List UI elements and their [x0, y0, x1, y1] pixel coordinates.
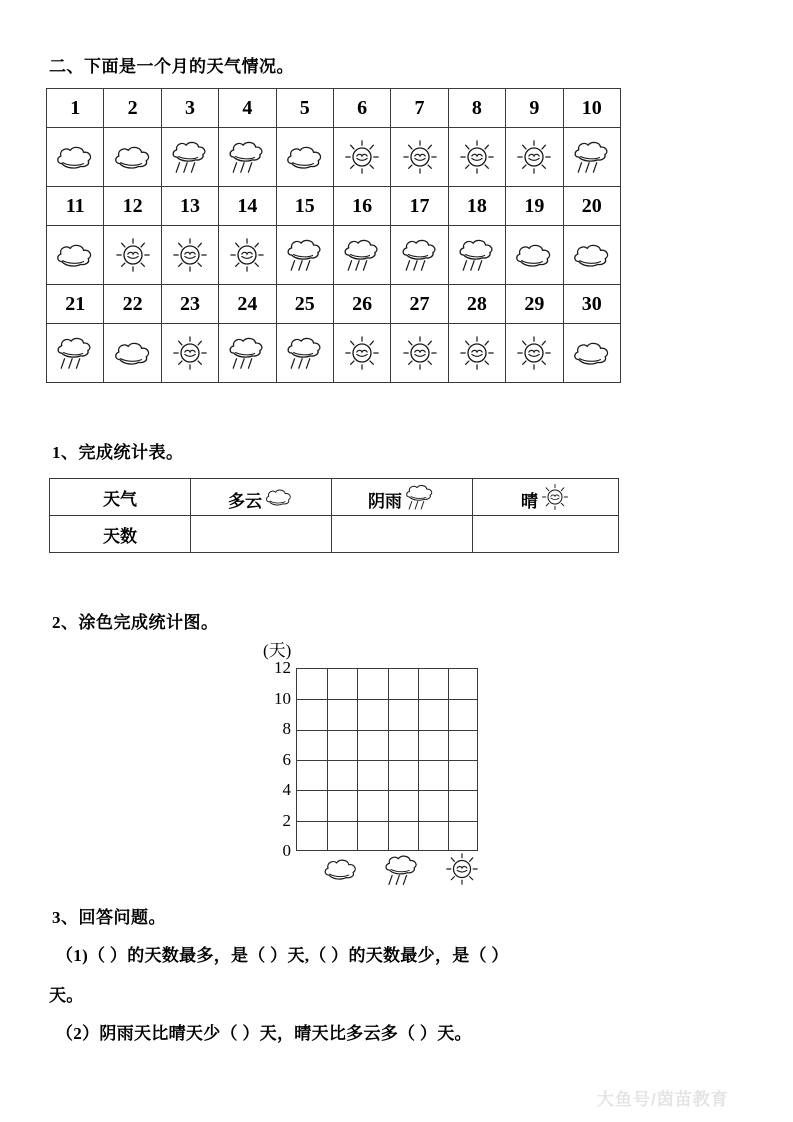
sun-icon: [172, 335, 208, 371]
rain-icon: [457, 236, 497, 274]
table-row: [47, 226, 621, 285]
day-number-cell: 17: [391, 187, 448, 226]
day-number-cell: 3: [161, 89, 218, 128]
grid-hline: [297, 821, 477, 822]
day-number-cell: 21: [47, 285, 104, 324]
day-number-cell: 25: [276, 285, 333, 324]
weather-icon-cell: [448, 226, 505, 285]
grid-hline: [297, 790, 477, 791]
stats-row-header-weather: 天气: [50, 479, 191, 516]
weather-icon-cell: [563, 226, 620, 285]
day-number-cell: 11: [47, 187, 104, 226]
stats-row-header-count: 天数: [50, 516, 191, 553]
day-number-cell: 27: [391, 285, 448, 324]
cloudy-icon: [112, 337, 154, 369]
weather-icon-cell: [333, 324, 390, 383]
day-number-cell: 24: [219, 285, 276, 324]
sun-icon: [115, 237, 151, 273]
rain-icon: [572, 138, 612, 176]
cloudy-icon: [54, 141, 96, 173]
day-number-cell: 5: [276, 89, 333, 128]
icon-wrapper: [391, 226, 447, 284]
stats-header-rain-label: 阴雨: [368, 491, 402, 511]
weather-icon-cell: [563, 324, 620, 383]
icon-wrapper: [104, 226, 160, 284]
stats-header-sun-label: 晴: [521, 491, 538, 511]
icon-wrapper: [162, 226, 218, 284]
day-number-cell: 22: [104, 285, 161, 324]
weather-icon-cell: [333, 128, 390, 187]
rain-icon: [170, 138, 210, 176]
page-title: 二、下面是一个月的天气情况。: [49, 57, 294, 76]
watermark: 大鱼号/茵苗教育: [597, 1090, 729, 1109]
weather-icon-cell: [276, 128, 333, 187]
sun-icon: [459, 139, 495, 175]
icon-wrapper: [219, 324, 275, 382]
rain-icon: [400, 236, 440, 274]
weather-icon-cell: [161, 324, 218, 383]
weather-icon-cell: [391, 128, 448, 187]
cloudy-icon: [571, 337, 613, 369]
cloudy-icon: [513, 239, 555, 271]
y-tick-12: 12: [274, 658, 291, 677]
sun-icon: [516, 335, 552, 371]
icon-wrapper: [219, 226, 275, 284]
day-number-cell: 4: [219, 89, 276, 128]
icon-wrapper: [506, 324, 562, 382]
weather-icon-cell: [506, 128, 563, 187]
weather-icon-cell: [391, 226, 448, 285]
grid-hline: [297, 699, 477, 700]
question-1-line-2[interactable]: 天。: [49, 986, 84, 1005]
weather-icon-cell: [563, 128, 620, 187]
cloudy-icon: [571, 239, 613, 271]
day-number-cell: 2: [104, 89, 161, 128]
day-number-cell: 7: [391, 89, 448, 128]
icon-wrapper: [277, 324, 333, 382]
weather-calendar-table: [46, 88, 621, 383]
table-row: [47, 285, 621, 324]
icon-wrapper: [564, 324, 620, 382]
bar-chart: [263, 636, 503, 886]
day-number-cell: 28: [448, 285, 505, 324]
grid-hline: [297, 760, 477, 761]
icon-wrapper: [162, 324, 218, 382]
icon-wrapper: [47, 128, 103, 186]
weather-icon-cell: [276, 226, 333, 285]
icon-wrapper: [334, 128, 390, 186]
question-2-line-1[interactable]: （2）阴雨天比晴天少（ ）天，晴天比多云多（ ）天。: [56, 1024, 472, 1043]
y-tick-4: 4: [282, 780, 291, 799]
icon-wrapper: [104, 324, 160, 382]
weather-icon-cell: [448, 324, 505, 383]
statistics-table: [49, 478, 619, 553]
weather-icon-cell: [104, 324, 161, 383]
weather-icon-cell: [391, 324, 448, 383]
rain-icon: [342, 236, 382, 274]
y-tick-6: 6: [282, 749, 291, 769]
x-axis-icon-rain: [383, 852, 421, 888]
table-row: [50, 479, 619, 516]
table-row: [47, 324, 621, 383]
day-number-cell: 18: [448, 187, 505, 226]
y-tick-0: 0: [282, 841, 291, 860]
sun-icon: [229, 237, 265, 273]
icon-wrapper: [564, 128, 620, 186]
day-number-cell: 1: [47, 89, 104, 128]
section-heading-q1: 1、完成统计表。: [52, 443, 184, 462]
day-number-cell: 12: [104, 187, 161, 226]
weather-icon-cell: [276, 324, 333, 383]
sun-icon: [402, 335, 438, 371]
section-heading-q3: 3、回答问题。: [52, 908, 166, 927]
stats-header-cloudy: [191, 479, 332, 516]
table-row: [47, 187, 621, 226]
icon-wrapper: [506, 226, 562, 284]
y-tick-2: 2: [282, 810, 291, 830]
sun-icon: [172, 237, 208, 273]
weather-icon-cell: [161, 226, 218, 285]
day-number-cell: 14: [219, 187, 276, 226]
icon-wrapper: [391, 324, 447, 382]
table-row: [47, 128, 621, 187]
y-tick-8: 8: [282, 719, 291, 738]
stats-value-rain[interactable]: [332, 516, 473, 553]
sun-icon: [344, 139, 380, 175]
icon-wrapper: [162, 128, 218, 186]
cloudy-icon: [284, 141, 326, 173]
icon-wrapper: [334, 226, 390, 284]
stats-value-cloudy[interactable]: [191, 516, 332, 553]
sun-icon: [540, 483, 570, 511]
sun-icon: [459, 335, 495, 371]
stats-value-sun[interactable]: [473, 516, 619, 553]
cloudy-icon: [54, 239, 96, 271]
weather-icon-cell: [47, 226, 104, 285]
icon-wrapper: [334, 324, 390, 382]
weather-icon-cell: [219, 324, 276, 383]
day-number-cell: 15: [276, 187, 333, 226]
day-number-cell: 26: [333, 285, 390, 324]
weather-icon-cell: [104, 226, 161, 285]
day-number-cell: 9: [506, 89, 563, 128]
day-number-cell: 20: [563, 187, 620, 226]
stats-header-rain: [332, 479, 473, 516]
day-number-cell: 13: [161, 187, 218, 226]
icon-wrapper: [219, 128, 275, 186]
weather-icon-cell: [219, 128, 276, 187]
icon-wrapper: [564, 226, 620, 284]
icon-wrapper: [391, 128, 447, 186]
table-row: [47, 89, 621, 128]
rain-icon: [55, 334, 95, 372]
cloudy-icon: [112, 141, 154, 173]
icon-wrapper: [47, 226, 103, 284]
icon-wrapper: [449, 226, 505, 284]
chart-grid[interactable]: [296, 668, 478, 851]
icon-wrapper: [47, 324, 103, 382]
rain-icon: [285, 334, 325, 372]
stats-header-sun: [473, 479, 619, 516]
section-heading-q2: 2、涂色完成统计图。: [52, 613, 219, 632]
rain-icon: [227, 334, 267, 372]
icon-wrapper: [277, 226, 333, 284]
day-number-cell: 23: [161, 285, 218, 324]
day-number-cell: 6: [333, 89, 390, 128]
day-number-cell: 8: [448, 89, 505, 128]
sun-icon: [516, 139, 552, 175]
day-number-cell: 29: [506, 285, 563, 324]
day-number-cell: 16: [333, 187, 390, 226]
weather-icon-cell: [219, 226, 276, 285]
weather-icon-cell: [333, 226, 390, 285]
y-tick-10: 10: [274, 688, 291, 708]
rain-icon: [404, 482, 436, 512]
weather-icon-cell: [104, 128, 161, 187]
weather-icon-cell: [448, 128, 505, 187]
sun-icon: [344, 335, 380, 371]
icon-wrapper: [277, 128, 333, 186]
rain-icon: [285, 236, 325, 274]
grid-hline: [297, 730, 477, 731]
x-axis-icon-cloudy: [322, 854, 360, 884]
icon-wrapper: [449, 128, 505, 186]
icon-wrapper: [506, 128, 562, 186]
question-1-line-1[interactable]: （1)（ ）的天数最多，是（ ）天,（ ）的天数最少，是（ ）: [56, 946, 509, 965]
rain-icon: [227, 138, 267, 176]
stats-header-cloudy-label: 多云: [228, 491, 262, 511]
chart-unit-label: (天): [263, 641, 292, 660]
weather-icon-cell: [506, 226, 563, 285]
weather-icon-cell: [47, 128, 104, 187]
icon-wrapper: [449, 324, 505, 382]
table-row: [50, 516, 619, 553]
day-number-cell: 19: [506, 187, 563, 226]
sun-icon: [402, 139, 438, 175]
weather-icon-cell: [47, 324, 104, 383]
x-axis-icon-sun: [445, 852, 479, 886]
day-number-cell: 10: [563, 89, 620, 128]
weather-icon-cell: [506, 324, 563, 383]
cloudy-icon: [264, 485, 294, 509]
weather-icon-cell: [161, 128, 218, 187]
day-number-cell: 30: [563, 285, 620, 324]
icon-wrapper: [104, 128, 160, 186]
